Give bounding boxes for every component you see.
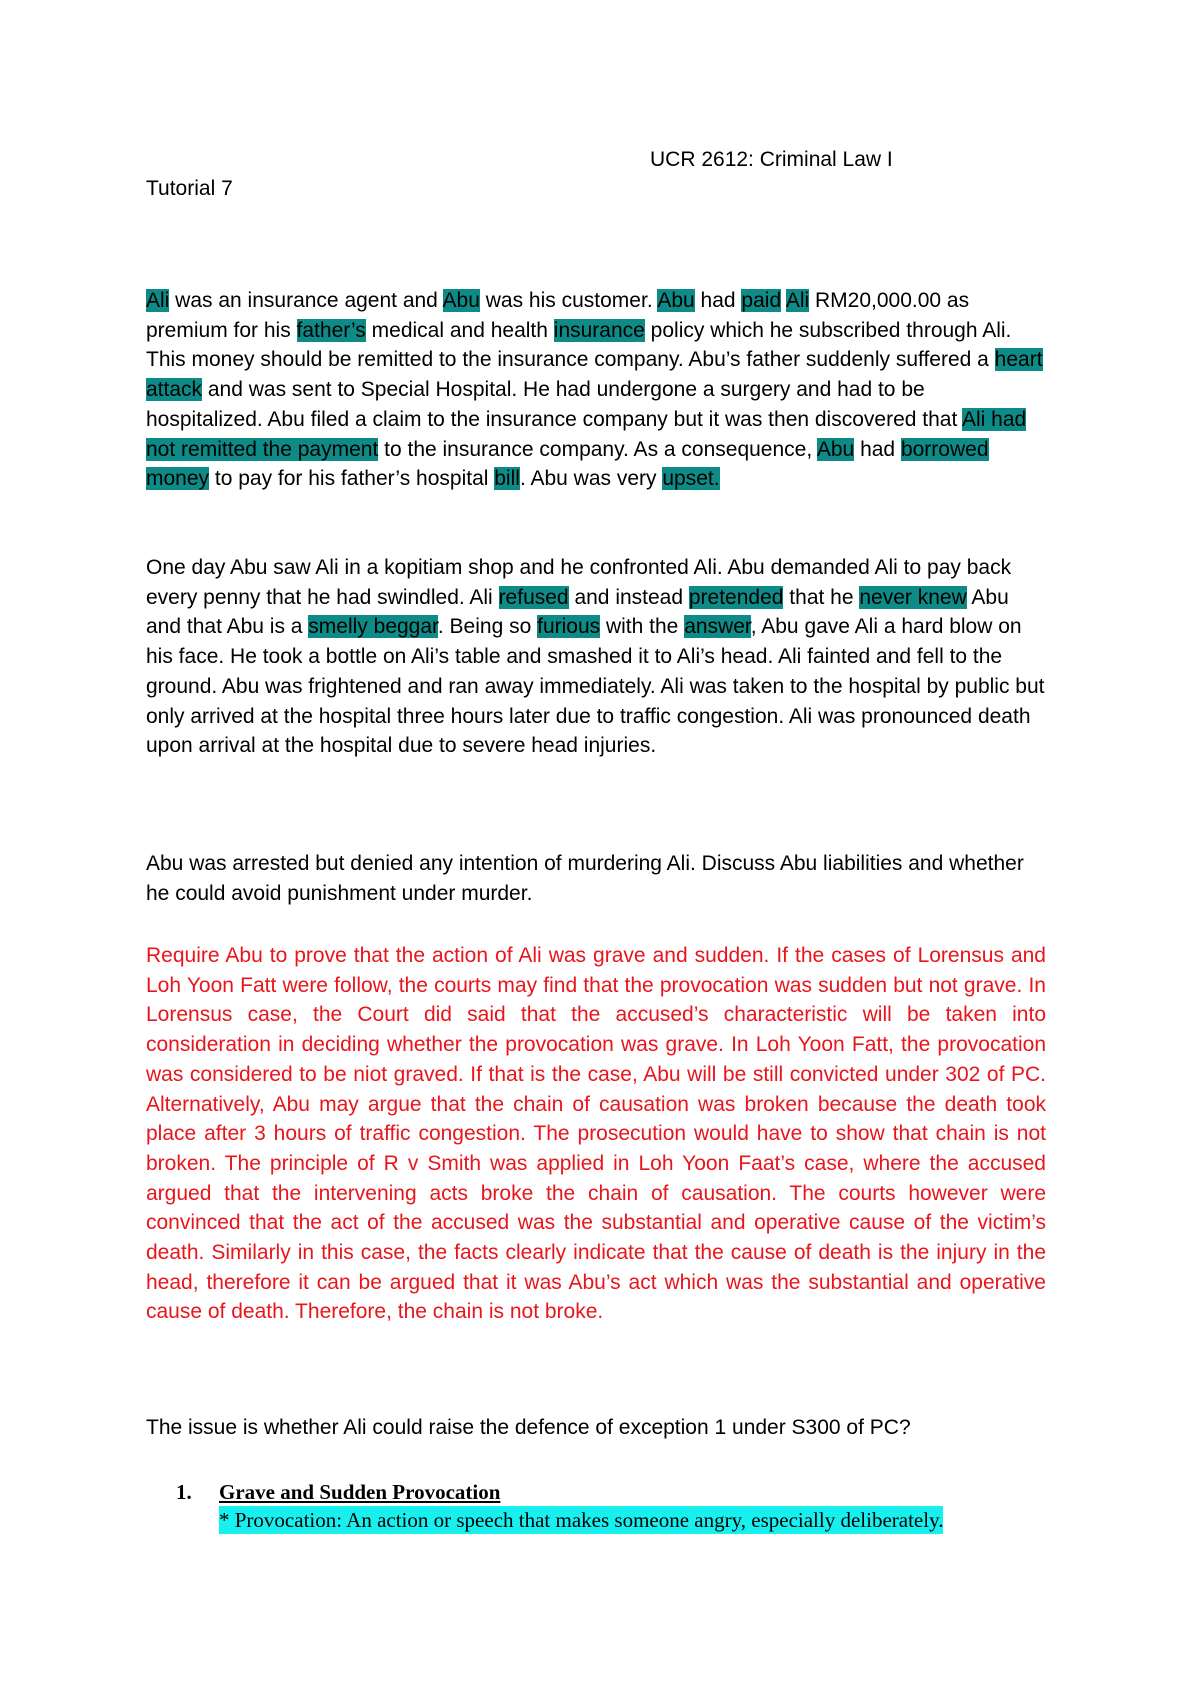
tutorial-title: Tutorial 7: [146, 177, 233, 200]
paragraph-text: One day Abu saw Ali in a kopitiam shop and he confronted Ali. Abu demanded Ali to pay back every penny that he had swindled. Ali: [146, 556, 1012, 609]
highlighted-text: pretended: [688, 585, 784, 609]
highlighted-text: Abu: [442, 289, 480, 312]
highlighted-text: Abu: [816, 437, 855, 461]
highlighted-text: insurance: [553, 318, 645, 342]
highlighted-text: refused: [498, 585, 569, 609]
highlighted-text: Ali: [146, 289, 170, 312]
highlighted-text: furious: [537, 615, 601, 639]
highlighted-text: Ali had not remitted the payment: [146, 407, 1027, 461]
paragraph-text: Abu and that Abu is a: [146, 585, 1009, 639]
paragraph-text: to pay for his father’s hospital: [209, 467, 495, 491]
highlighted-text: heart attack: [146, 348, 1043, 402]
paragraph-text: , Abu gave Ali a hard blow on his face. He took a bottle on Ali’s table and smashed it to Ali’s head. Ali fainted and fell to the ground. Abu was frightened and ran away immediately. Ali was taken to the hospital by public but only arrived at the hospital three hours later due to traffic congestion. Ali was pronounced death upon arrival at the hospital due to severe head injuries.: [146, 615, 1045, 758]
highlighted-text: smelly beggar: [308, 615, 438, 639]
paragraph-text: was his customer.: [479, 289, 658, 312]
list-heading: Grave and Sudden Provocation: [219, 1480, 501, 1504]
highlighted-text: bill: [494, 467, 520, 491]
course-title: UCR 2612: Criminal Law I: [650, 148, 893, 171]
paragraph-text: that he: [783, 585, 860, 609]
facts-paragraph: [146, 286, 1046, 494]
highlighted-text: Ali: [785, 289, 810, 312]
issue-paragraph: The issue is whether Ali could raise the defence of exception 1 under S300 of PC?: [146, 1416, 911, 1439]
story-paragraph: [146, 553, 1046, 761]
highlighted-text: borrowed money: [146, 437, 989, 491]
paragraph-text: and instead: [568, 585, 689, 609]
provocation-definition: * Provocation: An action or speech that makes someone angry, especially deliberately.: [219, 1508, 944, 1532]
highlighted-text: never knew: [859, 585, 967, 609]
highlighted-text: answer: [684, 615, 751, 639]
paragraph-text: had: [854, 437, 901, 461]
paragraph-text: had: [694, 289, 742, 312]
question-paragraph: Abu was arrested but denied any intention of murdering Ali. Discuss Abu liabilities and whether he could avoid punishment under murder.: [146, 852, 1024, 905]
paragraph-text: with the: [600, 615, 685, 639]
paragraph-text: . Abu was very: [519, 467, 663, 491]
paragraph-text: was an insurance agent and: [169, 289, 443, 312]
list-number: 1.: [176, 1480, 192, 1504]
paragraph-text: medical and health: [365, 318, 554, 342]
highlighted-text: Abu: [657, 289, 695, 312]
highlighted-text: paid: [741, 289, 782, 312]
answer-paragraph: Require Abu to prove that the action of Ali was grave and sudden. If the cases of Lorensus and Loh Yoon Fatt were follow, the courts may find that the provocation was sudden but not grave. In Lorensus case, the Court did said that the accused’s characteristic will be taken into consideration in deciding whether the provocation was grave. In Loh Yoon Fatt, the provocation was considered to be niot graved. If that is the case, Abu will be still convicted under 302 of PC. Alternatively, Abu may argue that the chain of causation was broken because the death took place after 3 hours of traffic congestion. The prosecution would have to show that chain is not broken. The principle of R v Smith was applied in Loh Yoon Faat’s case, where the accused argued that the intervening acts broke the chain of causation. The courts however were convinced that the act of the accused was the substantial and operative cause of the victim’s death. Similarly in this case, the facts clearly indicate that the cause of death is the injury in the head, therefore it can be argued that it was Abu’s act which was the substantial and operative cause of death. Therefore, the chain is not broke.: [146, 944, 1046, 1324]
highlighted-text: upset.: [662, 467, 720, 491]
paragraph-text: policy which he subscribed through Ali. This money should be remitted to the insurance company. Abu’s father suddenly suffered a: [146, 318, 1012, 372]
highlighted-text: father’s: [296, 318, 366, 342]
paragraph-text: to the insurance company. As a consequence,: [378, 437, 817, 461]
paragraph-text: and was sent to Special Hospital. He had undergone a surgery and had to be hospitalized. Abu filed a claim to the insurance company but it was then discovered that: [146, 378, 962, 431]
paragraph-text: . Being so: [437, 615, 538, 639]
paragraph-text: RM20,000.00 as premium for his: [146, 289, 970, 342]
